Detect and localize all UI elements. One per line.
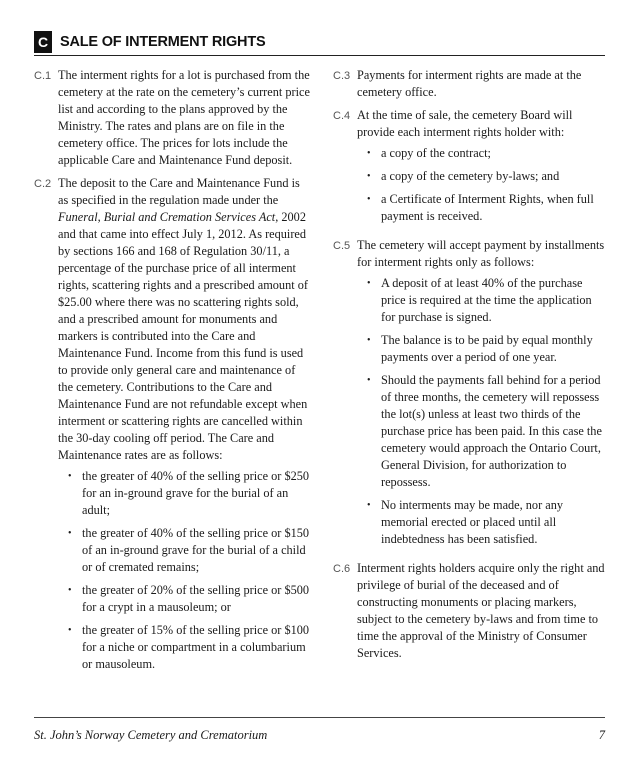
page-number: 7 bbox=[598, 728, 605, 742]
clause-c5 bbox=[333, 237, 608, 554]
clause-number: C.2 bbox=[34, 178, 52, 190]
list-item: • a Certificate of Interment Rights, when full payment is received. bbox=[367, 192, 594, 223]
clause-text: The cemetery will accept payment by installments for interment rights only as follows: bbox=[357, 238, 605, 269]
footer-rule bbox=[34, 717, 605, 718]
clause-c3 bbox=[333, 67, 608, 101]
bullet-list bbox=[357, 275, 608, 548]
clause-c4 bbox=[333, 107, 608, 231]
list-item: • Should the payments fall behind for a period of three months, the cemetery will repossess the lot(s) unless at least two thirds of the purchase price has been paid. In this case the cemetery would approach the Ontario Court, General Division, for authorization to repossess. bbox=[367, 373, 602, 489]
bullet-icon: • bbox=[68, 625, 72, 636]
left-column bbox=[34, 67, 310, 685]
header-rule bbox=[34, 55, 605, 56]
bullet-icon: • bbox=[367, 148, 371, 159]
section-letter: C bbox=[34, 31, 52, 53]
list-item: • the greater of 40% of the selling price or $250 for an in-ground grave for the burial of an adult; bbox=[68, 469, 310, 517]
bullet-list bbox=[58, 468, 310, 673]
bullet-icon: • bbox=[68, 528, 72, 539]
list-item: • A deposit of at least 40% of the purchase price is required at the time the application for purchase is signed. bbox=[367, 276, 592, 324]
clause-number: C.6 bbox=[333, 563, 351, 575]
list-item: • The balance is to be paid by equal monthly payments over a period of one year. bbox=[367, 333, 593, 364]
bullet-icon: • bbox=[367, 335, 371, 346]
clause-text: At the time of sale, the cemetery Board will provide each interment rights holder with: bbox=[357, 108, 573, 139]
clause-c2 bbox=[34, 175, 310, 679]
clause-number: C.1 bbox=[34, 70, 52, 82]
list-item: • the greater of 40% of the selling price or $150 of an in-ground grave for the burial of a child or of cremated remains; bbox=[68, 526, 310, 574]
list-item: • the greater of 15% of the selling price or $100 for a niche or compartment in a columbarium or mausoleum. bbox=[68, 623, 310, 671]
bullet-icon: • bbox=[68, 471, 72, 482]
bullet-icon: • bbox=[367, 194, 371, 205]
clause-number: C.3 bbox=[333, 70, 351, 82]
section-header bbox=[34, 30, 265, 54]
clause-c6 bbox=[333, 560, 608, 662]
clause-c1 bbox=[34, 67, 310, 169]
clause-text: Payments for interment rights are made at the cemetery office. bbox=[357, 68, 582, 99]
list-item: • No interments may be made, nor any memorial erected or placed until all indebtedness has been satisfied. bbox=[367, 498, 564, 546]
list-item: • the greater of 20% of the selling price or $500 for a crypt in a mausoleum; or bbox=[68, 583, 310, 614]
clause-text: Interment rights holders acquire only the right and privilege of burial of the deceased and of constructing monuments or placing markers, subject to the cemetery by-laws and from time to time the approval of the Ministry of Consumer Services. bbox=[357, 561, 605, 660]
bullet-icon: • bbox=[367, 171, 371, 182]
bullet-list bbox=[357, 145, 608, 225]
footer-title: St. John’s Norway Cemetery and Crematorium bbox=[34, 728, 268, 742]
bullet-icon: • bbox=[367, 278, 371, 289]
clause-number: C.5 bbox=[333, 240, 351, 252]
bullet-icon: • bbox=[367, 375, 371, 386]
list-item: • a copy of the cemetery by-laws; and bbox=[367, 169, 560, 183]
section-title: SALE OF INTERMENT RIGHTS bbox=[60, 34, 266, 50]
clause-number: C.4 bbox=[333, 110, 351, 122]
right-column bbox=[333, 67, 608, 668]
footer bbox=[34, 728, 605, 743]
clause-text: The interment rights for a lot is purchased from the cemetery at the rate on the cemetery’s current price list and according to the plans approved by the Ministry. The rates and plans are on file in the cemetery office. The prices for lots include the applicable Care and Maintenance Fund deposit. bbox=[58, 68, 310, 167]
bullet-icon: • bbox=[367, 500, 371, 511]
bullet-icon: • bbox=[68, 585, 72, 596]
list-item: • a copy of the contract; bbox=[367, 146, 491, 160]
clause-text: The deposit to the Care and Maintenance Fund is as specified in the regulation made under the Funeral, Burial and Cremation Services Act, 2002 and that came into effect July 1, 2012. As required by sections 166 and 168 of Regulation 30/11, a percentage of the purchase price of all interment rights, scattering rights and a prescribed amount of $25.00 where there was no scattering rights sold, and a prescribed amount for monuments and markers is contributed into the Care and Maintenance Fund. Income from this fund is used to provide only general care and maintenance of the cemetery. Contributions to the Care and Maintenance Fund are not refundable except when interment or scattering rights are cancelled within the 30-day cooling off period. The Care and Maintenance rates are as follows: bbox=[58, 176, 308, 462]
act-title: Funeral, Burial and Cremation Services Act bbox=[58, 210, 276, 224]
